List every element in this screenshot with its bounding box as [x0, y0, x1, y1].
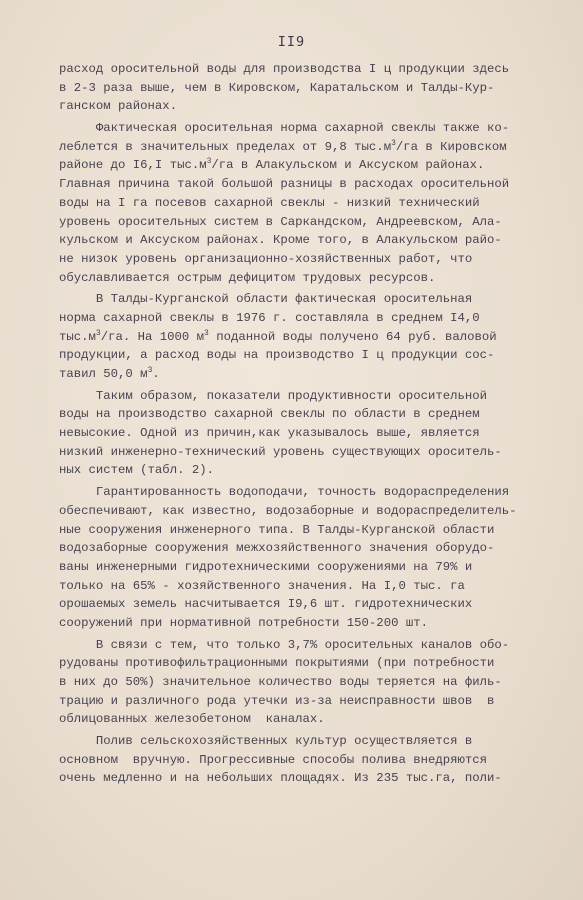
text-line: В связи с тем, что только 3,7% оросительных каналов обо- — [59, 637, 510, 652]
paragraph — [59, 732, 559, 788]
text-line: кульском и Аксуском районах. Кроме того, в Алакульском райо- — [59, 233, 502, 248]
text-line: только на 65% - хозяйственного значения. На I,0 тыс. га — [59, 578, 465, 593]
text-line: обеспечивают, как известно, водозаборные и водораспределитель- — [59, 503, 517, 518]
text-line: $тыс.м^3/га$. На 1000 $м^3$ поданной воды получено 64 руб. валовой — [59, 328, 497, 344]
text-line: трацию и различного рода утечки из-за неисправности швов в — [59, 693, 495, 708]
paragraph — [59, 483, 559, 633]
paragraph — [59, 636, 559, 729]
body-text — [59, 60, 559, 788]
text-line: сооружений при нормативной потребности 150-200 шт. — [59, 615, 428, 630]
paragraph — [59, 387, 559, 480]
text-line: не низок уровень организационно-хозяйственных работ, что — [59, 251, 473, 266]
text-line: орошаемых земель насчитывается I9,6 шт. гидротехнических — [59, 597, 473, 612]
text-line: воды на I га посевов сахарной свеклы - низкий технический — [59, 195, 480, 210]
text-line: воды на производство сахарной свеклы по области в среднем — [59, 407, 480, 422]
text-line: обуславливается острым дефицитом трудовых ресурсов. — [59, 270, 436, 285]
text-line: основном вручную. Прогрессивные способы полива внедряются — [59, 752, 488, 767]
text-line: Полив сельскохозяйственных культур осуществляется в — [59, 734, 473, 749]
paragraph — [59, 60, 559, 116]
text-line: уровень оросительных систем в Саркандском, Андреевском, Ала- — [59, 214, 502, 229]
text-line: Фактическая оросительная норма сахарной свеклы также ко- — [59, 121, 510, 136]
text-line: норма сахарной свеклы в 1976 г. составляла в среднем I4,0 — [59, 310, 480, 325]
text-line: Главная причина такой большой разницы в расходах оросительной — [59, 177, 510, 192]
paragraph — [59, 119, 559, 287]
text-line: ные сооружения инженерного типа. В Талды-Курганской области — [59, 522, 495, 537]
text-line: Гарантированность водоподачи, точность водораспределения — [59, 485, 510, 500]
text-line: ваны инженерными гидротехническими сооружениями на 79% и — [59, 559, 473, 574]
text-line: В Талды-Курганской области фактическая оросительная — [59, 292, 473, 307]
text-line: ганском районах. — [59, 99, 178, 114]
text-line: облицованных железобетоном каналах. — [59, 712, 325, 727]
text-line: водозаборные сооружения межхозяйственного значения оборудо- — [59, 541, 495, 556]
text-line: ных систем (табл. 2). — [59, 463, 214, 478]
text-line: леблется в значительных пределах от 9,8 $тыс.м^3/га$ в Кировском — [59, 138, 507, 154]
text-line: Таким образом, показатели продуктивности оросительной — [59, 388, 488, 403]
text-line: очень медленно и на небольших площадях. Из 235 тыс.га, поли- — [59, 771, 502, 786]
text-line: в 2-3 раза выше, чем в Кировском, Каратальском и Талды-Кур- — [59, 80, 495, 95]
text-line: рудованы противофильтрационными покрытиями (при потребности — [59, 656, 495, 671]
page-number: II9 — [277, 34, 306, 50]
text-line: продукции, а расход воды на производство I ц продукции сос- — [59, 348, 495, 363]
paragraph — [59, 290, 559, 383]
text-line: в них до 50%) значительное количество воды теряется на филь- — [59, 675, 502, 689]
text-line: тавил 50,0 $м^3$. — [59, 366, 160, 381]
text-line: низкий инженерно-технический уровень существующих ороситель- — [59, 444, 502, 459]
text-line: районе до I6,I $тыс.м^3/га$ в Алакульском и Аксуском районах. — [59, 157, 485, 173]
text-line: невысокие. Одной из причин,как указывалось выше, является — [59, 426, 480, 441]
text-line: расход оросительной воды для производства I ц продукции здесь — [59, 62, 510, 76]
